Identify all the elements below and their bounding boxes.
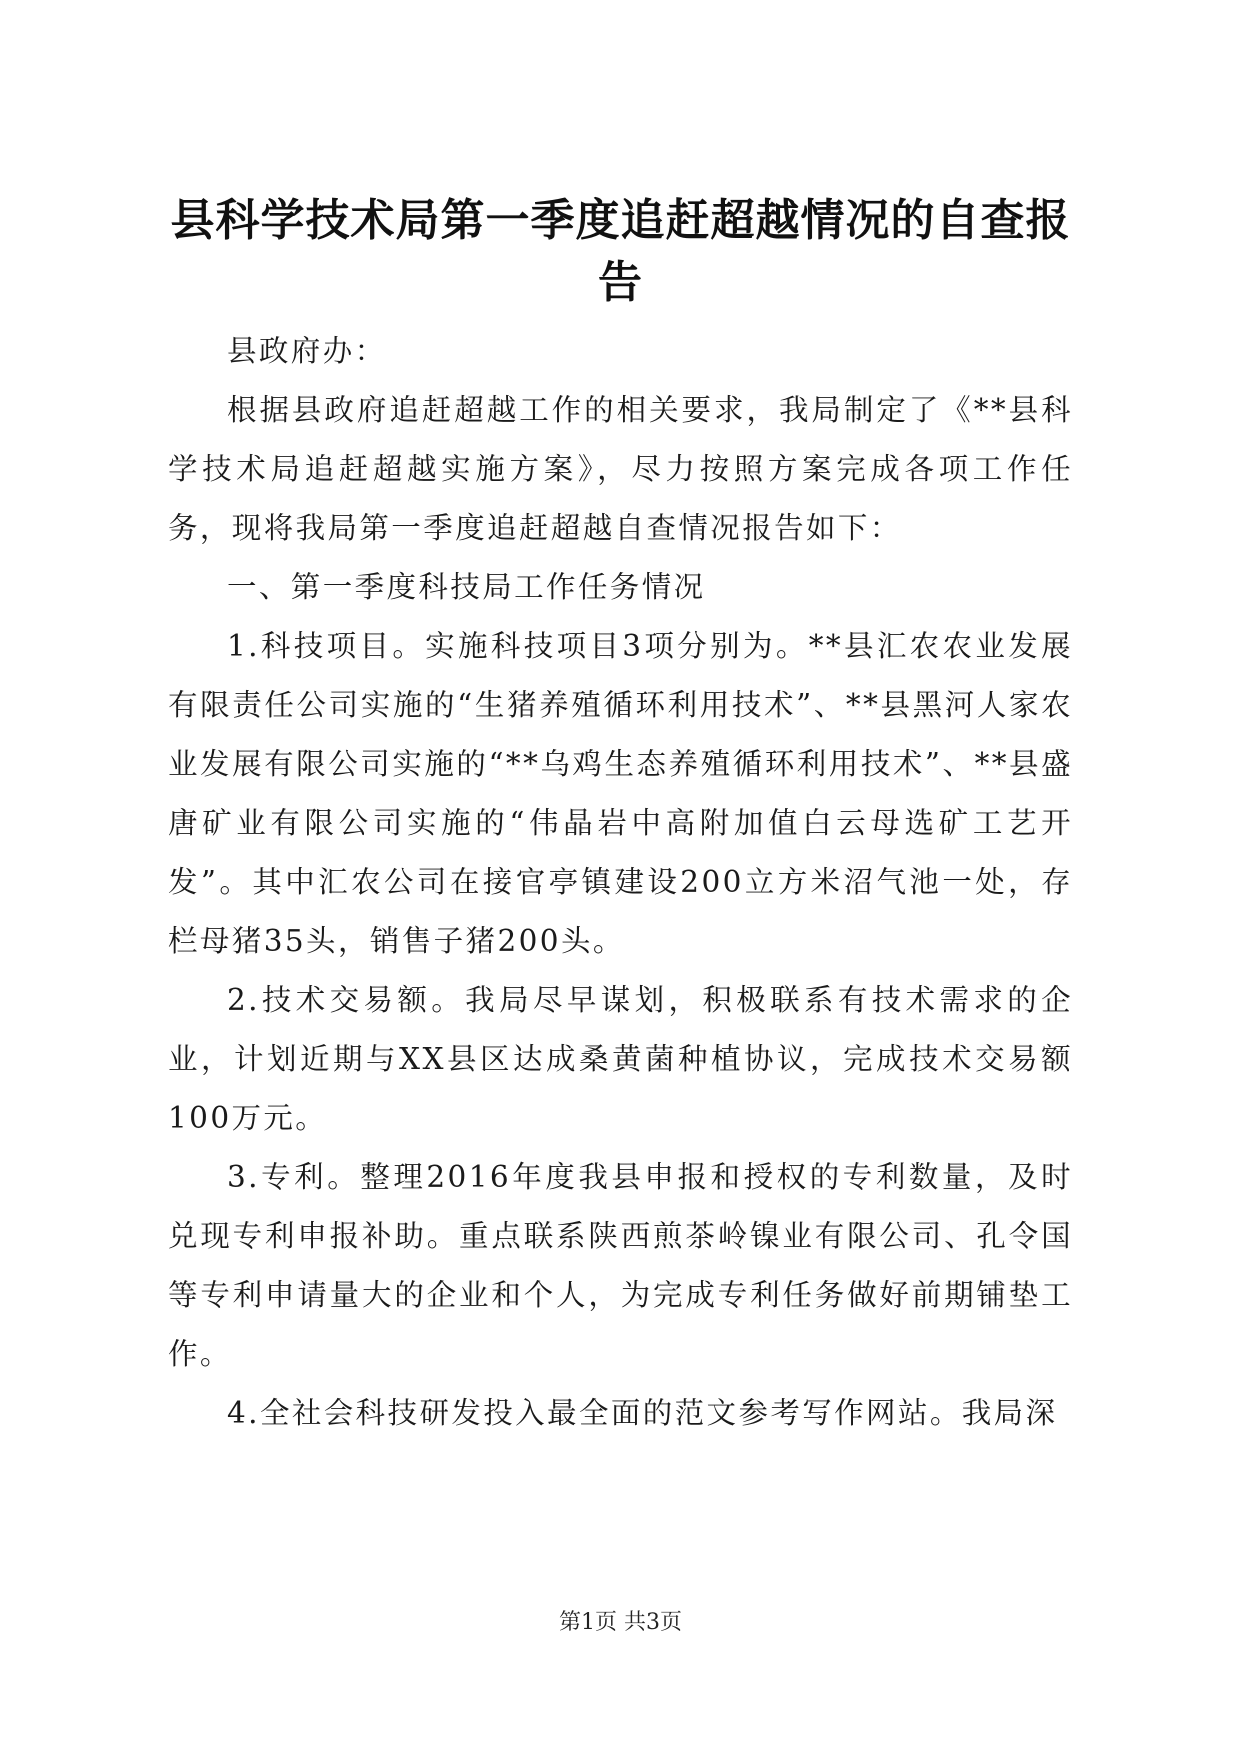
salutation: 县政府办： — [227, 334, 387, 368]
document-title: 县科学技术局第一季度追赶超越情况的自查报告 — [170, 195, 1071, 308]
document-body — [168, 322, 1073, 1443]
paragraph-intro: 根据县政府追赶超越工作的相关要求，我局制定了《**县科学技术局追赶超越实施方案》，尽力按照方案完成各项工作任务，现将我局第一季度追赶超越自查情况报告如下： — [168, 393, 1073, 545]
page-footer — [0, 1608, 1241, 1638]
page-indicator: 第1页 共3页 — [559, 1610, 682, 1635]
paragraph-item-2: 2.技术交易额。我局尽早谋划，积极联系有技术需求的企业，计划近期与XX县区达成桑黄菌种植协议，完成技术交易额100万元。 — [168, 983, 1074, 1135]
paragraph-item-3: 3.专利。整理2016年度我县申报和授权的专利数量，及时兑现专利申报补助。重点联系陕西煎茶岭镍业有限公司、孔令国等专利申请量大的企业和个人，为完成专利任务做好前期铺垫工作。 — [168, 1160, 1073, 1371]
section-heading: 一、第一季度科技局工作任务情况 — [227, 570, 706, 604]
paragraph-item-4: 4.全社会科技研发投入最全面的范文参考写作网站。我局深 — [227, 1396, 1058, 1430]
paragraph-item-1: 1.科技项目。实施科技项目3项分别为。**县汇农农业发展有限责任公司实施的“生猪养殖循环利用技术”、**县黑河人家农业发展有限公司实施的“**乌鸡生态养殖循环利用技术”、**县盛唐矿业有限公司实施的“伟晶岩中高附加值白云母选矿工艺开发”。其中汇农公司在接官亭镇建设200立方米沼气池一处，存栏母猪35头，销售子猪200头。 — [168, 629, 1073, 958]
